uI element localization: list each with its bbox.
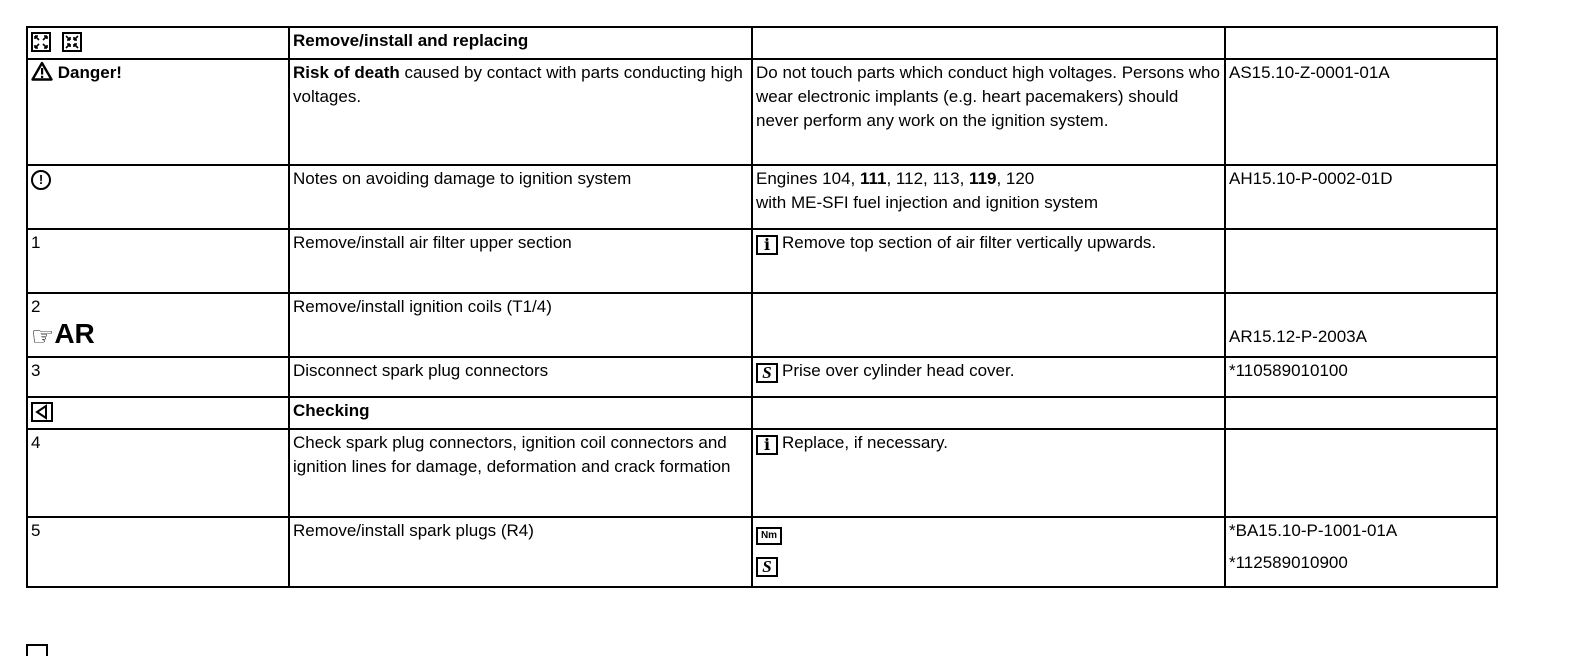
attention-circle-icon: !: [31, 170, 51, 190]
step-note: Remove top section of air filter vertically upwards.: [782, 233, 1157, 252]
procedure-table: [26, 26, 1498, 588]
special-tool-icon: S: [756, 363, 778, 383]
danger-label: Danger!: [57, 63, 122, 82]
collapse-icon: [62, 32, 82, 52]
step-note-cell: [752, 357, 1225, 397]
step-note-cell: [752, 517, 1225, 587]
note-ref: AH15.10-P-0002-01D: [1225, 165, 1497, 229]
check-marker-icon: [31, 402, 53, 422]
checking-empty-cell: [752, 397, 1225, 429]
note-icon-cell: [27, 165, 289, 229]
step-text: Disconnect spark plug connectors: [289, 357, 752, 397]
step-number: 4: [27, 429, 289, 517]
danger-title-cell: [289, 59, 752, 165]
table-row-step-5: [27, 517, 1497, 587]
checking-title: Checking: [289, 397, 752, 429]
step-note: Prise over cylinder head cover.: [782, 361, 1015, 380]
step-ref: AR15.12-P-2003A: [1229, 327, 1367, 346]
step-text: Remove/install air filter upper section: [289, 229, 752, 293]
table-row-step-1: [27, 229, 1497, 293]
step-ref-cell: [1225, 517, 1497, 587]
table-row-note: [27, 165, 1497, 229]
table-row-step-2: [27, 293, 1497, 357]
step-ref-torque: *BA15.10-P-1001-01A: [1229, 521, 1398, 540]
step-number: 2: [31, 297, 41, 316]
danger-ref: AS15.10-Z-0001-01A: [1225, 59, 1497, 165]
continuation-marker: [26, 644, 48, 656]
step-number: 3: [27, 357, 289, 397]
step-ref-tool: *112589010900: [1229, 553, 1348, 572]
table-row-header: [27, 27, 1497, 59]
pointing-hand-icon: ☞: [31, 321, 55, 351]
step-number-cell: [27, 293, 289, 357]
expand-icon: [31, 32, 51, 52]
step-note-cell: [752, 429, 1225, 517]
step-text: Remove/install spark plugs (R4): [289, 517, 752, 587]
table-row-danger: [27, 59, 1497, 165]
step-note: Replace, if necessary.: [782, 433, 948, 452]
note-engines-cell: [752, 165, 1225, 229]
info-icon: i: [756, 235, 778, 255]
step-ref: [1225, 429, 1497, 517]
table-row-checking: [27, 397, 1497, 429]
table-row-step-3: [27, 357, 1497, 397]
step-note-cell: [752, 229, 1225, 293]
step-text: Check spark plug connectors, ignition coil connectors and ignition lines for damage, deformation and crack formation: [289, 429, 752, 517]
danger-title-rest: caused by contact with parts conducting high voltages.: [293, 63, 743, 106]
header-icons-cell: [27, 27, 289, 59]
ar-label: AR: [54, 318, 95, 349]
checking-empty-cell-ref: [1225, 397, 1497, 429]
ar-reference-marker: [31, 319, 285, 350]
step-ref-cell: [1225, 293, 1497, 357]
note-engines-line2: with ME-SFI fuel injection and ignition system: [756, 193, 1099, 212]
special-tool-icon: S: [756, 557, 778, 577]
step-ref: *110589010100: [1225, 357, 1497, 397]
warning-triangle-icon: [31, 61, 53, 81]
torque-nm-icon: Nm: [756, 527, 782, 545]
step-text: Remove/install ignition coils (T1/4): [289, 293, 752, 357]
note-engines-line1: Engines 104, 111, 112, 113, 119, 120: [756, 169, 1035, 188]
checking-icon-cell: [27, 397, 289, 429]
step-number: 5: [27, 517, 289, 587]
danger-title-bold: Risk of death: [293, 63, 400, 82]
header-empty-cell: [752, 27, 1225, 59]
header-empty-cell-ref: [1225, 27, 1497, 59]
header-title: Remove/install and replacing: [289, 27, 752, 59]
note-text: Notes on avoiding damage to ignition system: [289, 165, 752, 229]
danger-instruction: Do not touch parts which conduct high voltages. Persons who wear electronic implants (e.g. heart pacemakers) should never perform any work on the ignition system.: [752, 59, 1225, 165]
step-number: 1: [27, 229, 289, 293]
step-ref: [1225, 229, 1497, 293]
danger-label-cell: [27, 59, 289, 165]
table-row-step-4: [27, 429, 1497, 517]
step-note: [752, 293, 1225, 357]
info-icon: i: [756, 435, 778, 455]
